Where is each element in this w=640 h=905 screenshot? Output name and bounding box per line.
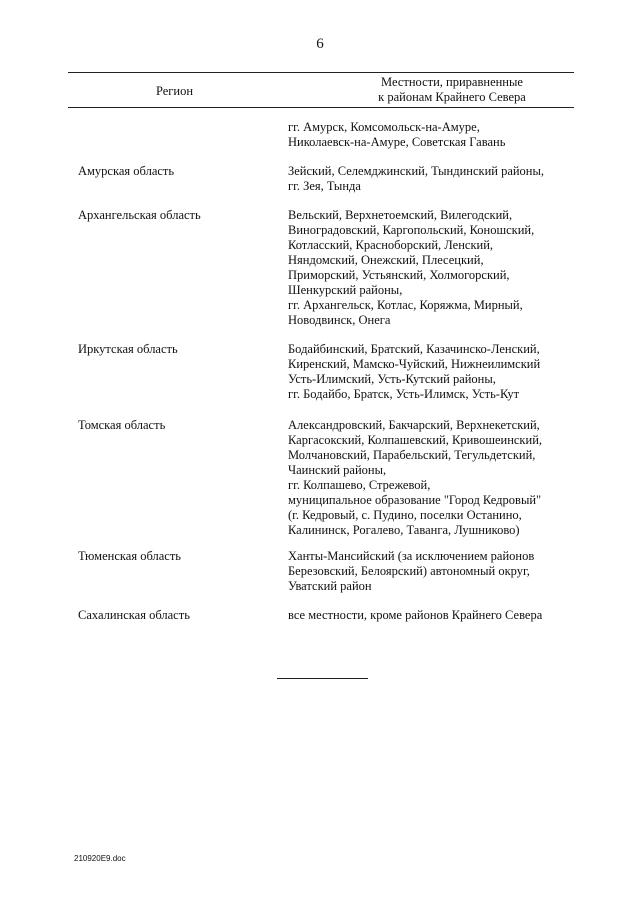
page-number: 6 <box>316 36 324 52</box>
places-line: Николаевск-на-Амуре, Советская Гавань <box>288 135 506 149</box>
region-places <box>288 608 578 623</box>
places-line: муниципальное образование "Город Кедровый" <box>288 493 542 507</box>
places-line: Вельский, Верхнетоемский, Вилегодский, <box>288 208 513 222</box>
places-line: Виноградовский, Каргопольский, Коношский, <box>288 223 535 237</box>
region-places <box>288 164 578 194</box>
places-line: Ханты-Мансийский (за исключением районов <box>288 549 535 563</box>
region-places <box>288 342 578 402</box>
region-places <box>288 120 578 150</box>
places-line: все местности, кроме районов Крайнего Севера <box>288 608 543 622</box>
places-line: Няндомский, Онежский, Плесецкий, <box>288 253 484 267</box>
places-line: (г. Кедровый, с. Пудино, поселки Останино, <box>288 508 522 522</box>
region-name: Архангельская область <box>78 208 201 222</box>
file-footer: 210920E9.doc <box>74 854 126 863</box>
places-line: Киренский, Мамско-Чуйский, Нижнеилимский <box>288 357 541 371</box>
places-line: Зейский, Селемджинский, Тындинский районы, <box>288 164 545 178</box>
places-line: Новодвинск, Онега <box>288 313 391 327</box>
places-line: Котласский, Красноборский, Ленский, <box>288 238 494 252</box>
region-name: Сахалинская область <box>78 608 190 622</box>
places-line: гг. Бодайбо, Братск, Усть-Илимск, Усть-Кут <box>288 387 520 401</box>
header-region: Регион <box>155 84 194 98</box>
places-line: Шенкурский районы, <box>288 283 403 297</box>
places-line: Бодайбинский, Братский, Казачинско-Ленский, <box>288 342 540 356</box>
region-name: Иркутская область <box>78 342 178 356</box>
region-places <box>288 418 578 538</box>
places-line: Усть-Илимский, Усть-Кутский районы, <box>288 372 496 386</box>
end-rule <box>277 678 368 679</box>
region-places <box>288 208 578 328</box>
places-line: гг. Архангельск, Котлас, Коряжма, Мирный, <box>288 298 523 312</box>
header-places <box>330 75 574 105</box>
region-places <box>288 549 578 594</box>
places-line: Александровский, Бакчарский, Верхнекетский, <box>288 418 540 432</box>
places-line: гг. Амурск, Комсомольск-на-Амуре, <box>288 120 480 134</box>
places-line: Молчановский, Парабельский, Тегульдетский, <box>288 448 536 462</box>
region-name: Амурская область <box>78 164 175 178</box>
places-line: Калининск, Рогалево, Таванга, Лушниково) <box>288 523 520 537</box>
header-places-line: Местности, приравненные <box>381 75 523 89</box>
table-header <box>68 72 574 108</box>
regions-table <box>68 72 574 622</box>
places-line: гг. Зея, Тында <box>288 179 361 193</box>
places-line: гг. Колпашево, Стрежевой, <box>288 478 431 492</box>
region-name: Тюменская область <box>78 549 181 563</box>
places-line: Уватский район <box>288 579 372 593</box>
places-line: Каргасокский, Колпашевский, Кривошеинский, <box>288 433 543 447</box>
places-line: Чаинский районы, <box>288 463 387 477</box>
region-name: Томская область <box>78 418 166 432</box>
header-places-line: к районам Крайнего Севера <box>378 90 526 104</box>
places-line: Березовский, Белоярский) автономный округ, <box>288 564 530 578</box>
places-line: Приморский, Устьянский, Холмогорский, <box>288 268 510 282</box>
